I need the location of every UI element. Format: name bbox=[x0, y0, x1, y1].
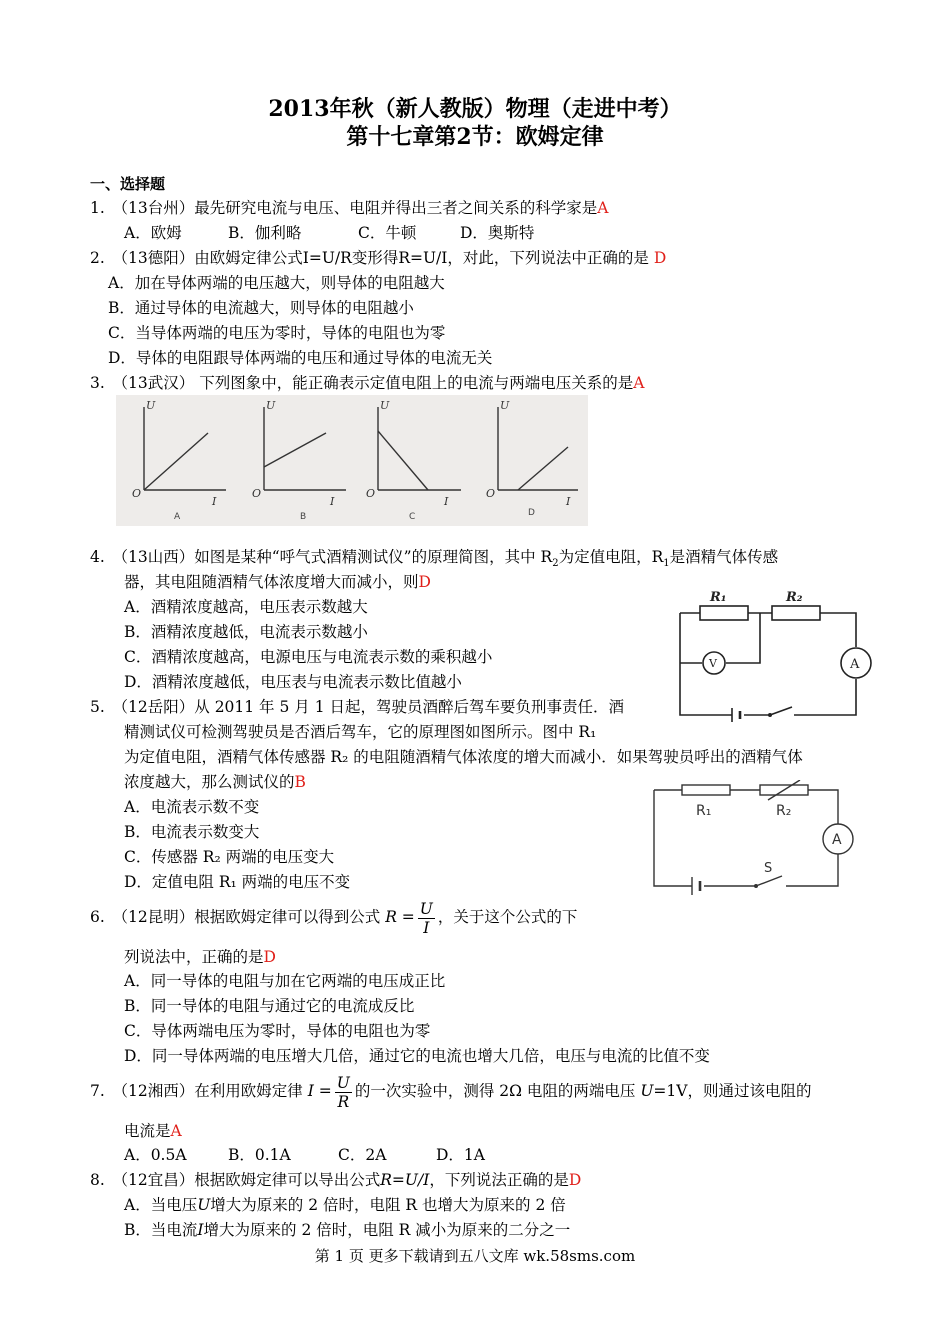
q6-opt-d: D．同一导体两端的电压增大几倍，通过它的电流也增大几倍，电压与电流的比值不变 bbox=[124, 1047, 710, 1065]
title-line-1: 2013年秋（新人教版）物理（走进中考） bbox=[268, 96, 682, 122]
graph-b-o-label: O bbox=[252, 487, 262, 500]
q5-stem-line3: 为定值电阻，酒精气体传感器 R₂ 的电阻随酒精气体浓度的增大而减小．如果驾驶员呼出的酒精气体 bbox=[124, 748, 803, 766]
q8-opt-b-post: 增大为原来的 2 倍时，电阻 R 减小为原来的二分之一 bbox=[203, 1221, 571, 1239]
q4-switch bbox=[770, 707, 792, 715]
q7-stem-b: 的一次实验中，测得 2Ω 电阻的两端电压 bbox=[354, 1082, 636, 1100]
q7-u-symbol: U bbox=[640, 1082, 654, 1100]
q6-stem-a: 6. （12昆明）根据欧姆定律可以得到公式 bbox=[90, 908, 381, 926]
q8-stem bbox=[90, 1170, 581, 1190]
q7-opt-d: D．1A bbox=[436, 1146, 485, 1164]
q5-opt-c: C．传感器 R₂ 两端的电压变大 bbox=[124, 848, 335, 866]
q7-stem-a: 7. （12湘西）在利用欧姆定律 bbox=[90, 1082, 303, 1100]
graph-d-i-label: I bbox=[566, 495, 571, 508]
q3-stem bbox=[90, 373, 644, 393]
q5-switch-pivot bbox=[754, 884, 758, 888]
graph-d-o-label: O bbox=[486, 487, 496, 500]
graph-d-u-label: U bbox=[500, 399, 510, 412]
q6-stem-line2 bbox=[124, 947, 276, 967]
q5-opt-b: B．电流表示数变大 bbox=[124, 823, 260, 841]
q5-stem-line4 bbox=[124, 772, 306, 792]
q4-switch-pivot bbox=[768, 713, 772, 717]
q2-opt-b: B．通过导体的电流越大，则导体的电阻越小 bbox=[108, 299, 414, 317]
q6-opt-b: B．同一导体的电阻与通过它的电流成反比 bbox=[124, 997, 415, 1015]
q8-opt-b-i: I bbox=[197, 1221, 204, 1239]
graph-d-caption: D bbox=[528, 508, 535, 518]
q7-stem-line1 bbox=[90, 1071, 811, 1111]
q4-voltmeter-label: V bbox=[709, 657, 717, 670]
q2-opt-c: C．当导体两端的电压为零时，导体的电阻也为零 bbox=[108, 324, 446, 342]
q5-opt-d: D．定值电阻 R₁ 两端的电压不变 bbox=[124, 873, 351, 891]
q8-formula: R=U/I bbox=[380, 1171, 430, 1189]
q4-resistor-r2 bbox=[772, 606, 820, 620]
section-heading: 一、选择题 bbox=[90, 175, 166, 193]
page-footer: 第 1 页 更多下载请到五八文库 wk.58sms.com bbox=[314, 1247, 636, 1265]
q7-answer: A bbox=[170, 1122, 182, 1140]
q6-stem-b: ，关于这个公式的下 bbox=[437, 908, 578, 926]
q2-stem bbox=[90, 248, 666, 268]
q4-r2-label: R₂ bbox=[786, 590, 803, 605]
q3-stem-text: 3. （13武汉） 下列图象中，能正确表示定值电阻上的电流与两端电压关系的是 bbox=[90, 374, 634, 392]
q5-r2-variable-arrow bbox=[768, 780, 800, 800]
q3-answer: A bbox=[633, 374, 645, 392]
q4-opt-d: D．酒精浓度越低，电压表与电流表示数比值越小 bbox=[124, 673, 462, 691]
q6-stem-line1 bbox=[90, 897, 577, 937]
graph-b-i-label: I bbox=[330, 495, 335, 508]
q6-denominator: I bbox=[423, 918, 430, 937]
q7-formula-lhs: I = bbox=[307, 1082, 332, 1100]
q5-r1-label: R₁ bbox=[696, 803, 712, 819]
q7-opt-a: A．0.5A bbox=[124, 1146, 187, 1164]
q1-stem bbox=[90, 198, 608, 218]
q4-opt-b: B．酒精浓度越低，电流表示数越小 bbox=[124, 623, 368, 641]
q8-stem-b: ，下列说法正确的是 bbox=[429, 1171, 569, 1189]
q4-stem-2: 器，其电阻随酒精气体浓度增大而减小，则 bbox=[124, 573, 419, 591]
q7-opt-c: C．2A bbox=[338, 1146, 387, 1164]
wire-q4-4 bbox=[794, 679, 856, 715]
q4-resistor-r1 bbox=[700, 606, 748, 620]
q1-opt-a: A．欧姆 bbox=[124, 224, 182, 242]
q5-circuit-figure bbox=[646, 780, 856, 896]
q7-opt-b: B．0.1A bbox=[228, 1146, 291, 1164]
q3-graphs-figure bbox=[116, 395, 588, 526]
graph-b-caption: B bbox=[300, 512, 307, 522]
wire-q4-3 bbox=[820, 613, 856, 647]
graph-c-u-label: U bbox=[380, 399, 390, 412]
wire-q5-4 bbox=[786, 854, 838, 886]
wire-q5-6 bbox=[654, 790, 692, 886]
q7-denominator: R bbox=[337, 1092, 350, 1111]
q8-opt-a-pre: A．当电压 bbox=[124, 1196, 198, 1214]
q7-stem-c: =1V，则通过该电阻的 bbox=[653, 1082, 812, 1100]
q7-stem-2: 电流是 bbox=[124, 1122, 171, 1140]
q6-opt-a: A．同一导体的电阻与加在它两端的电压成正比 bbox=[124, 972, 446, 990]
q2-opt-d: D．导体的电阻跟导体两端的电压和通过导体的电流无关 bbox=[108, 349, 493, 367]
q1-opt-c: C．牛顿 bbox=[358, 224, 417, 242]
q4-stem-line2 bbox=[124, 572, 431, 592]
graph-c-o-label: O bbox=[366, 487, 376, 500]
q8-opt-a-post: 增大为原来的 2 倍时，电阻 R 也增大为原来的 2 倍 bbox=[210, 1196, 566, 1214]
q5-stem-4: 浓度越大，那么测试仪的 bbox=[124, 773, 295, 791]
q8-opt-b bbox=[124, 1220, 570, 1240]
q6-numerator: U bbox=[419, 899, 433, 918]
q4-sub-1: 1 bbox=[663, 558, 670, 570]
q4-stem-b: 为定值电阻，R bbox=[558, 548, 664, 566]
wire-q5-3 bbox=[808, 790, 838, 824]
graph-c-i-label: I bbox=[444, 495, 449, 508]
q6-formula-lhs: R = bbox=[385, 908, 415, 926]
graph-b-u-label: U bbox=[266, 399, 276, 412]
q5-resistor-r1 bbox=[682, 785, 730, 795]
q8-opt-a-u: U bbox=[197, 1196, 211, 1214]
q1-opt-b: B．伽利略 bbox=[228, 224, 302, 242]
q2-opt-a: A．加在导体两端的电压越大，则导体的电阻越大 bbox=[108, 274, 445, 292]
q3-figure-background bbox=[116, 395, 588, 526]
q5-r2-label: R₂ bbox=[776, 803, 792, 819]
q2-answer: D bbox=[653, 249, 667, 267]
q8-stem-a: 8. （12宜昌）根据欧姆定律可以导出公式 bbox=[90, 1171, 381, 1189]
q5-ammeter-label: A bbox=[832, 832, 842, 848]
graph-a-i-label: I bbox=[212, 495, 217, 508]
q4-stem-a: 4. （13山西）如图是某种“呼气式酒精测试仪”的原理简图，其中 R bbox=[90, 548, 553, 566]
q1-stem-text: 1. （13台州）最先研究电流与电压、电阻并得出三者之间关系的科学家是 bbox=[90, 199, 598, 217]
q5-switch-label: S bbox=[764, 861, 773, 876]
q5-answer: B bbox=[294, 773, 306, 791]
q4-opt-c: C．酒精浓度越高，电源电压与电流表示数的乘积越小 bbox=[124, 648, 493, 666]
q7-stem-line2 bbox=[124, 1121, 182, 1141]
q5-switch bbox=[756, 876, 782, 886]
q4-circuit-figure bbox=[672, 585, 880, 725]
q4-opt-a: A．酒精浓度越高，电压表示数越大 bbox=[124, 598, 368, 616]
q7-numerator: U bbox=[336, 1073, 350, 1092]
q4-answer: D bbox=[418, 573, 431, 591]
q4-stem-c: 是酒精气体传感 bbox=[669, 548, 779, 566]
q1-opt-d: D．奥斯特 bbox=[460, 224, 535, 242]
q6-answer: D bbox=[263, 948, 276, 966]
graph-a-caption: A bbox=[174, 512, 181, 522]
title-line-2: 第十七章第2节：欧姆定律 bbox=[346, 124, 604, 150]
q6-fraction bbox=[418, 900, 435, 937]
q5-stem-line1: 5. （12岳阳）从 2011 年 5 月 1 日起，驾驶员酒醉后驾车要负刑事责任．酒 bbox=[90, 698, 624, 716]
q2-stem-text: 2. （13德阳）由欧姆定律公式I=U/R变形得R=U/I，对此，下列说法中正确的是 bbox=[90, 249, 649, 267]
q8-opt-b-pre: B．当电流 bbox=[124, 1221, 198, 1239]
q4-sub-2: 2 bbox=[552, 558, 559, 570]
q4-ammeter-label: A bbox=[850, 657, 860, 672]
q6-opt-c: C．导体两端电压为零时，导体的电阻也为零 bbox=[124, 1022, 431, 1040]
q5-stem-line2: 精测试仪可检测驾驶员是否酒后驾车，它的原理图如图所示。图中 R₁ bbox=[124, 723, 597, 741]
q8-answer: D bbox=[568, 1171, 582, 1189]
graph-a-o-label: O bbox=[132, 487, 142, 500]
q7-fraction bbox=[335, 1074, 352, 1111]
q6-stem-2: 列说法中，正确的是 bbox=[124, 948, 264, 966]
q4-r1-label: R₁ bbox=[710, 590, 727, 605]
q4-stem-line1 bbox=[90, 547, 778, 574]
q5-opt-a: A．电流表示数不变 bbox=[124, 798, 260, 816]
q1-answer: A bbox=[597, 199, 609, 217]
q8-opt-a bbox=[124, 1195, 566, 1215]
graph-c-caption: C bbox=[409, 512, 416, 522]
graph-a-u-label: U bbox=[146, 399, 156, 412]
